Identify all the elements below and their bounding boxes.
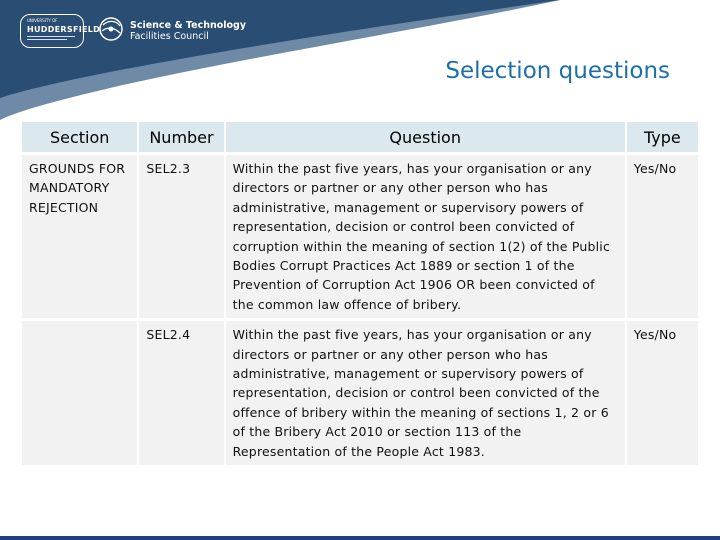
stfc-logo-icon <box>98 16 124 42</box>
stfc-name-line2: Facilities Council <box>130 31 209 42</box>
cell-type: Yes/No <box>627 321 698 468</box>
cell-number: SEL2.4 <box>139 321 223 468</box>
page-title: Selection questions <box>445 58 670 84</box>
stfc-name-line1: Science & Technology <box>130 20 247 31</box>
university-logo <box>20 14 101 48</box>
cell-number: SEL2.3 <box>139 155 223 321</box>
cell-type: Yes/No <box>627 155 698 321</box>
table-header-row <box>22 122 698 155</box>
cell-question: Within the past five years, has your organisation or any directors or partner or any other person who has administrative, management or supervisory powers of representation, decision or control been convicted of corruption within the meaning of section 1(2) of the Public Bodies Corrupt Practices Act 1889 or section 1 of the Prevention of Corruption Act 1906 OR been convicted of the common law offence of bribery. <box>226 155 625 321</box>
cell-question: Within the past five years, has your organisation or any directors or partner or any other person who has administrative, management or supervisory powers of representation, decision or control been convicted of the offence of bribery within the meaning of sections 1, 2 or 6 of the Bribery Act 2010 or section 113 of the Representation of the People Act 1983. <box>226 321 625 468</box>
university-logo-line1: UNIVERSITY OF <box>27 18 58 23</box>
table-row <box>22 155 698 321</box>
cell-section: GROUNDS FOR MANDATORY REJECTION <box>22 155 137 321</box>
selection-questions-table <box>20 122 700 468</box>
table-row <box>22 321 698 468</box>
stfc-logo-text <box>130 20 246 42</box>
cell-section <box>22 321 137 468</box>
column-header-section: Section <box>22 122 137 155</box>
university-logo-line2: HUDDERSFIELD <box>27 25 101 34</box>
column-header-type: Type <box>627 122 698 155</box>
column-header-question: Question <box>226 122 625 155</box>
column-header-number: Number <box>139 122 223 155</box>
footer-rule <box>0 536 720 540</box>
